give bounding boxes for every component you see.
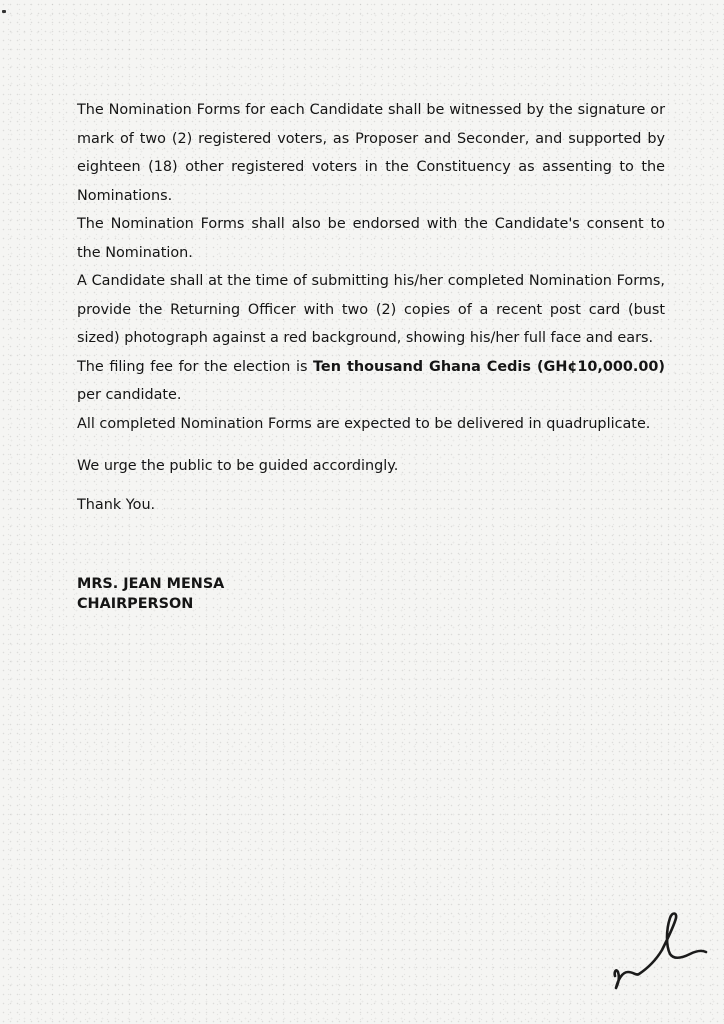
- handwritten-signature-icon: [606, 906, 710, 998]
- paragraph-photograph-requirement: A Candidate shall at the time of submitting his/her completed Nomination Forms, provide the Returning Officer with two (2) copies of a recent post card (bust sized) photograph against a red background, showing his/her full face and ears.: [77, 273, 665, 346]
- paragraph-candidate-consent: The Nomination Forms shall also be endorsed with the Candidate's consent to the Nomination.: [77, 216, 665, 261]
- paragraph-witness-requirements: The Nomination Forms for each Candidate shall be witnessed by the signature or mark of two (2) registered voters, as Proposer and Seconder, and supported by eighteen (18) other registered voters in the Constituency as assenting to the Nominations.: [77, 102, 665, 204]
- corner-speck: [2, 10, 6, 13]
- signoff-block: [77, 574, 224, 614]
- paragraph-filing-fee: [77, 353, 665, 410]
- filing-fee-intro: The filing fee for the election is: [77, 358, 314, 375]
- signatory-title: CHAIRPERSON: [77, 596, 194, 612]
- body-text: [77, 96, 665, 519]
- filing-fee-outro: per candidate.: [77, 387, 182, 403]
- paragraph-public-guidance: We urge the public to be guided accordingly.: [77, 458, 399, 474]
- signatory-name: MRS. JEAN MENSA: [77, 576, 225, 592]
- filing-fee-amount: Ten thousand Ghana Cedis (GH¢10,000.00): [313, 358, 665, 375]
- paragraph-quadruplicate: All completed Nomination Forms are expected to be delivered in quadruplicate.: [77, 415, 651, 432]
- paragraph-thank-you: Thank You.: [77, 496, 156, 513]
